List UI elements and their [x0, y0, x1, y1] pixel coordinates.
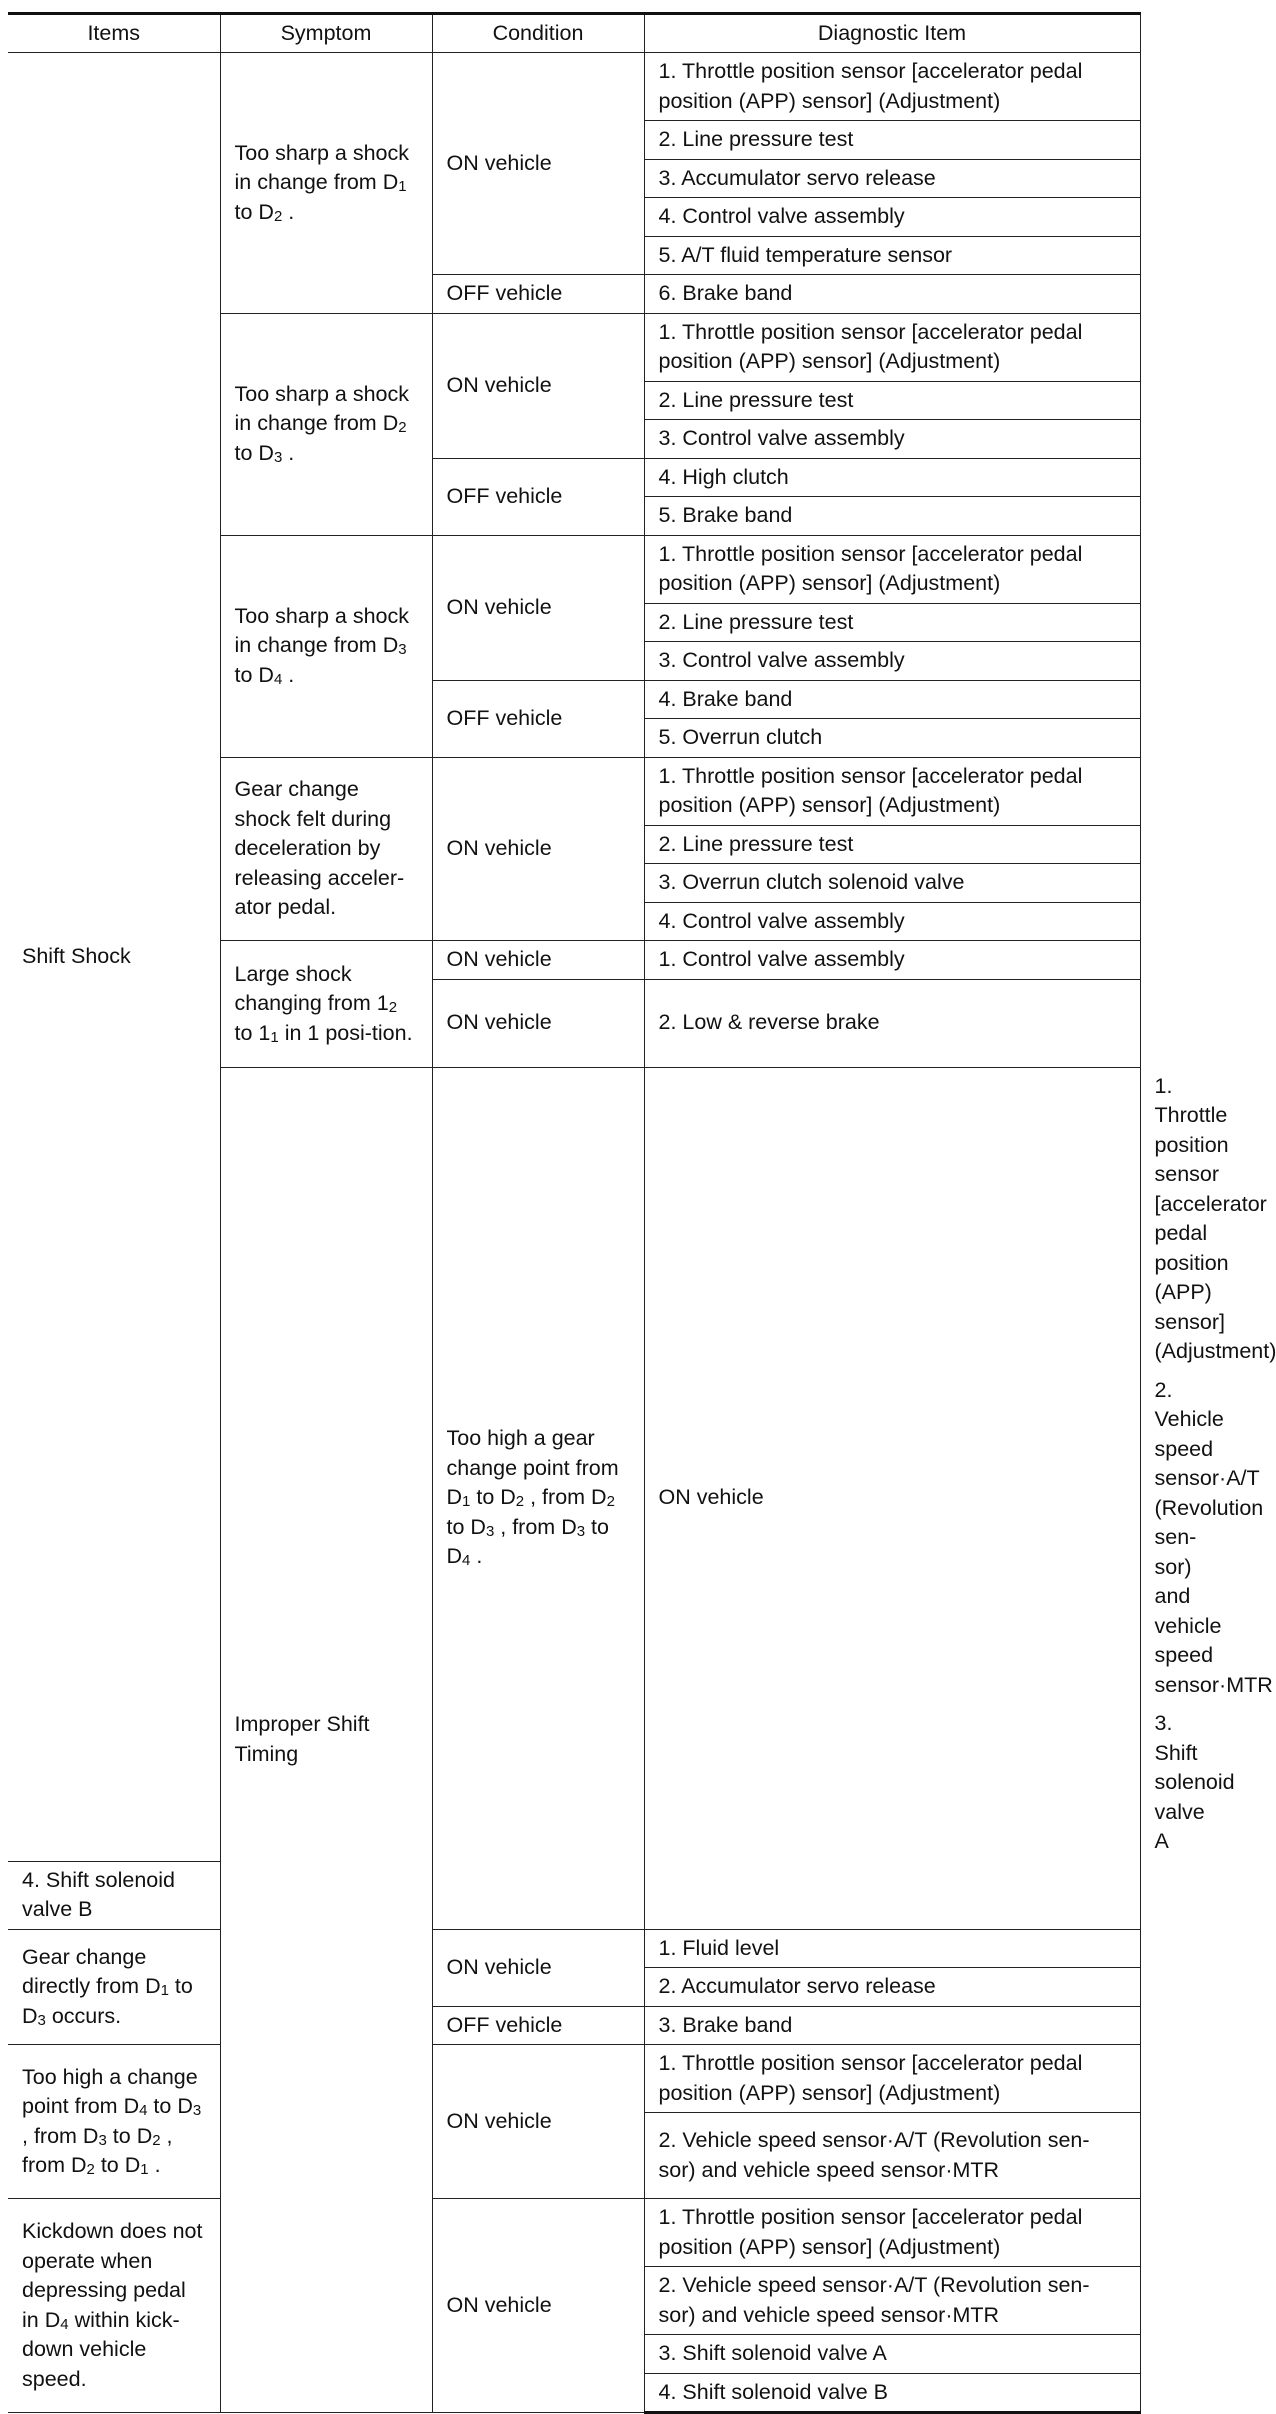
item-improper-shift-timing: Improper Shift Timing: [220, 1067, 432, 2413]
condition-cell: ON vehicle: [432, 1929, 644, 2006]
symptom-cell: Too sharp a shock in change from $D_1$ to $D_2$ .: [220, 53, 432, 314]
diagnostic-item: 2. Vehicle speed sensor·A/T (Revolution sen-sor) and vehicle speed sensor·MTR: [644, 2113, 1140, 2199]
diagnostic-item: 2. Vehicle speed sensor·A/T (Revolution sen-sor) and vehicle speed sensor·MTR: [644, 2267, 1140, 2335]
diagnostic-item: 2. Low & reverse brake: [644, 979, 1140, 1067]
condition-cell: ON vehicle: [432, 313, 644, 458]
condition-cell: ON vehicle: [432, 535, 644, 680]
diagnostic-item: 1. Throttle position sensor [accelerator pedal position (APP) sensor] (Adjustment): [644, 757, 1140, 825]
header-symptom: Symptom: [220, 14, 432, 53]
diagnostic-item: 5. Overrun clutch: [644, 719, 1140, 758]
symptom-cell: Gear change directly from $D_1$ to $D_3$ occurs.: [8, 1929, 220, 2045]
diagnostic-item: 4. Shift solenoid valve B: [8, 1861, 220, 1929]
diagnostic-item: 4. Control valve assembly: [644, 902, 1140, 941]
header-diagnostic-item: Diagnostic Item: [644, 14, 1140, 53]
table-row: 2. Vehicle speed sensor·A/T (Revolution sen-sor) and vehicle speed sensor·MTR: [1154, 1377, 1273, 1697]
diagnostic-item: 4. Shift solenoid valve B: [644, 2373, 1140, 2413]
header-items: Items: [8, 14, 220, 53]
diagnostic-item: 1. Throttle position sensor [accelerator pedal position (APP) sensor] (Adjustment): [644, 53, 1140, 121]
table-header-row: [8, 14, 1140, 53]
condition-cell: ON vehicle: [432, 979, 644, 1067]
symptom-cell: Too sharp a shock in change from $D_3$ to $D_4$ .: [220, 535, 432, 757]
condition-cell: ON vehicle: [644, 1067, 1140, 1929]
diagnostic-item: 2. Accumulator servo release: [644, 1968, 1140, 2007]
diagnostic-item: 1. Throttle position sensor [accelerator pedal position (APP) sensor] (Adjustment): [644, 2199, 1140, 2267]
diagnostic-item: 4. Control valve assembly: [644, 198, 1140, 237]
diagnostic-item: 2. Line pressure test: [644, 825, 1140, 864]
item-shift-shock: Shift Shock: [8, 53, 220, 1862]
condition-cell: OFF vehicle: [432, 2006, 644, 2045]
diagnostic-item: 6. Brake band: [644, 275, 1140, 314]
condition-cell: OFF vehicle: [432, 680, 644, 757]
diagnostic-item: 1. Throttle position sensor [accelerator pedal position (APP) sensor] (Adjustment): [644, 535, 1140, 603]
table-row: Improper Shift Timing Too high a gear change point from $D_1$ to $D_2$ , from $D_2$ to $D_3$ , from $D_3$ to $D_4$ . ON vehicle 1. Throttle position sensor [accelerator pedal position (APP) sensor] (Adjustment): [8, 1067, 1140, 1371]
condition-cell: ON vehicle: [432, 757, 644, 941]
table-row: [8, 1929, 1140, 1968]
diagnostic-item: 2. Line pressure test: [644, 603, 1140, 642]
diagnostic-item: 5. Brake band: [644, 497, 1140, 536]
diagnostic-table: [8, 12, 1276, 2414]
diagnostic-item: 3. Control valve assembly: [644, 420, 1140, 459]
diagnostic-item: 1. Control valve assembly: [644, 941, 1140, 980]
condition-cell: OFF vehicle: [432, 275, 644, 314]
diagnostic-item: 5. A/T fluid temperature sensor: [644, 236, 1140, 275]
diagnostic-item: 3. Shift solenoid valve A: [644, 2335, 1140, 2374]
diagnostic-item: 3. Brake band: [644, 2006, 1140, 2045]
diagnostic-item: 4. Brake band: [644, 680, 1140, 719]
diagnostic-item: 2. Line pressure test: [644, 121, 1140, 160]
condition-cell: OFF vehicle: [432, 458, 644, 535]
diagnostic-item: 1. Fluid level: [644, 1929, 1140, 1968]
condition-cell: ON vehicle: [432, 2045, 644, 2199]
diagnostic-item: 2. Line pressure test: [644, 381, 1140, 420]
symptom-cell: Gear change shock felt during deceleration by releasing acceler-ator pedal.: [220, 757, 432, 941]
table-row: [8, 2199, 1140, 2267]
header-condition: Condition: [432, 14, 644, 53]
symptom-cell: Too sharp a shock in change from $D_2$ to $D_3$ .: [220, 313, 432, 535]
condition-cell: ON vehicle: [432, 941, 644, 980]
symptom-cell: Too high a change point from $D_4$ to $D_3$ , from $D_3$ to $D_2$ , from $D_2$ to $D_1$ .: [8, 2045, 220, 2199]
table-row: [8, 53, 1140, 121]
condition-cell: ON vehicle: [432, 53, 644, 275]
symptom-cell: Large shock changing from $1_2$ to $1_1$ in 1 posi-tion.: [220, 941, 432, 1068]
condition-cell: ON vehicle: [432, 2199, 644, 2413]
diagnostic-item: 1. Throttle position sensor [accelerator pedal position (APP) sensor] (Adjustment): [644, 2045, 1140, 2113]
diagnostic-item: 3. Overrun clutch solenoid valve: [644, 864, 1140, 903]
diagnostic-item: 3. Control valve assembly: [644, 642, 1140, 681]
symptom-cell: Kickdown does not operate when depressing pedal in $D_4$ within kick-down vehicle speed.: [8, 2199, 220, 2413]
diagnostic-item: 4. High clutch: [644, 458, 1140, 497]
diagnostic-item: 1. Throttle position sensor [accelerator pedal position (APP) sensor] (Adjustment): [644, 313, 1140, 381]
table-row: [8, 2045, 1140, 2113]
diagnostic-item: 3. Accumulator servo release: [644, 159, 1140, 198]
table-row: 3. Shift solenoid valve A: [1154, 1711, 1235, 1853]
symptom-cell: Too high a gear change point from $D_1$ to $D_2$ , from $D_2$ to $D_3$ , from $D_3$ to $D_4$ .: [432, 1067, 644, 1929]
